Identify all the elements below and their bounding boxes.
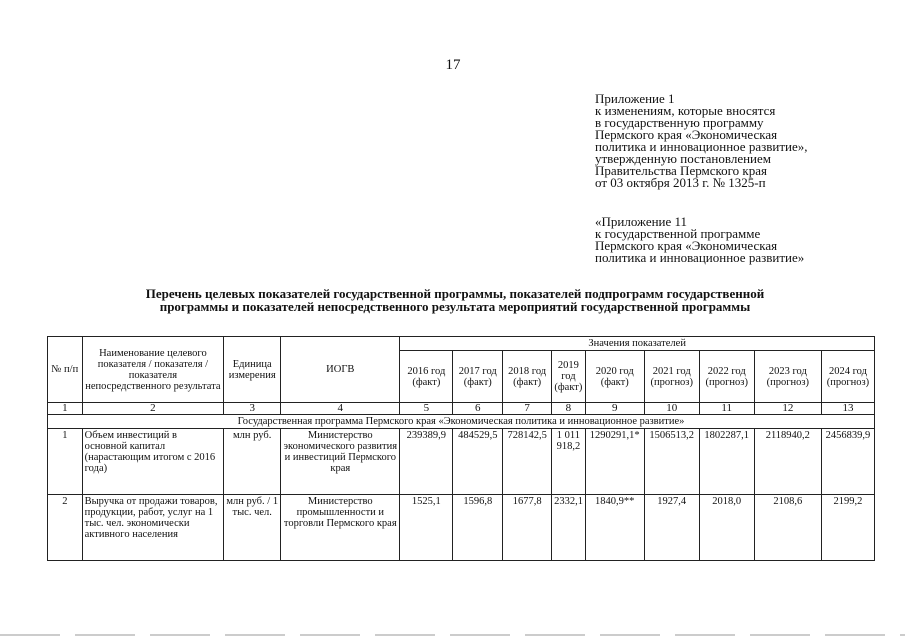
annex-line: к государственной программе (595, 226, 761, 241)
column-number-row (48, 403, 875, 415)
row-unit: млн руб. / 1 тыс. чел. (224, 495, 281, 561)
annex-line: в государственную программу (595, 115, 764, 130)
row-value: 1525,1 (400, 495, 453, 561)
row-num: 1 (48, 429, 83, 495)
title-line: Перечень целевых показателей государственной программы, показателей подпрограмм государственной (145, 286, 765, 301)
table-row (48, 429, 875, 495)
annex-line: от 03 октября 2013 г. № 1325-п (595, 175, 766, 190)
annex-line: к изменениям, которые вносятся (595, 103, 776, 118)
row-value: 728142,5 (503, 429, 552, 495)
column-number: 4 (281, 403, 400, 415)
column-number: 5 (400, 403, 453, 415)
header-year: 2022 год (прогноз) (699, 351, 754, 403)
page-number: 17 (445, 57, 461, 73)
row-value: 1927,4 (644, 495, 699, 561)
document-title (60, 287, 850, 313)
row-value: 2118940,2 (754, 429, 821, 495)
annex-line: Пермского края «Экономическая (595, 238, 778, 253)
header-values-group: Значения показателей (400, 337, 875, 351)
column-number: 7 (503, 403, 552, 415)
header-year: 2017 год (факт) (453, 351, 503, 403)
scan-edge-artifact (0, 634, 905, 636)
row-value: 484529,5 (453, 429, 503, 495)
row-iogv: Министерство промышленности и торговли Пермского края (281, 495, 400, 561)
section-row (48, 415, 875, 429)
header-year: 2016 год (факт) (400, 351, 453, 403)
column-number: 8 (552, 403, 586, 415)
row-value: 2332,1 (552, 495, 586, 561)
annex-line: утвержденную постановлением (595, 151, 772, 166)
row-value: 1290291,1* (585, 429, 644, 495)
row-name: Объем инвестиций в основной капитал (нарастающим итогом с 2016 года) (82, 429, 224, 495)
header-year: 2021 год (прогноз) (644, 351, 699, 403)
row-value: 2018,0 (699, 495, 754, 561)
row-value: 2456839,9 (821, 429, 874, 495)
header-year: 2020 год (факт) (585, 351, 644, 403)
header-num: № п/п (48, 337, 83, 403)
indicators-table (47, 336, 875, 561)
header-year: 2019 год (факт) (552, 351, 586, 403)
header-iogv: ИОГВ (281, 337, 400, 403)
row-value: 2199,2 (821, 495, 874, 561)
title-line: программы и показателей непосредственного результата мероприятий государственной программы (159, 299, 751, 314)
column-number: 11 (699, 403, 754, 415)
annex-header-block (595, 93, 895, 189)
column-number: 10 (644, 403, 699, 415)
row-value: 1802287,1 (699, 429, 754, 495)
row-value: 1677,8 (503, 495, 552, 561)
row-num: 2 (48, 495, 83, 561)
table-row (48, 495, 875, 561)
section-title: Государственная программа Пермского края «Экономическая политика и инновационное развитие» (48, 415, 875, 429)
header-row-group (48, 337, 875, 351)
column-number: 6 (453, 403, 503, 415)
column-number: 1 (48, 403, 83, 415)
header-unit: Единица измерения (224, 337, 281, 403)
row-value: 1506513,2 (644, 429, 699, 495)
annex-line: политика и инновационное развитие» (595, 250, 805, 265)
column-number: 3 (224, 403, 281, 415)
row-name: Выручка от продажи товаров, продукции, работ, услуг на 1 тыс. чел. экономически активного населения (82, 495, 224, 561)
row-value: 239389,9 (400, 429, 453, 495)
annex-line: Правительства Пермского края (595, 163, 767, 178)
header-year: 2024 год (прогноз) (821, 351, 874, 403)
header-name: Наименование целевого показателя / показателя / показателя непосредственного результата (82, 337, 224, 403)
column-number: 12 (754, 403, 821, 415)
annex-line: политика и инновационное развитие», (595, 139, 808, 154)
annex-11-block (595, 216, 895, 264)
column-number: 2 (82, 403, 224, 415)
annex-line: «Приложение 11 (595, 214, 688, 229)
row-value: 1 011 918,2 (552, 429, 586, 495)
row-unit: млн руб. (224, 429, 281, 495)
column-number: 13 (821, 403, 874, 415)
header-year: 2023 год (прогноз) (754, 351, 821, 403)
annex-line: Пермского края «Экономическая (595, 127, 778, 142)
header-year: 2018 год (факт) (503, 351, 552, 403)
row-value: 1840,9** (585, 495, 644, 561)
annex-line: Приложение 1 (595, 91, 675, 106)
row-value: 1596,8 (453, 495, 503, 561)
row-value: 2108,6 (754, 495, 821, 561)
column-number: 9 (585, 403, 644, 415)
row-iogv: Министерство экономического развития и инвестиций Пермского края (281, 429, 400, 495)
